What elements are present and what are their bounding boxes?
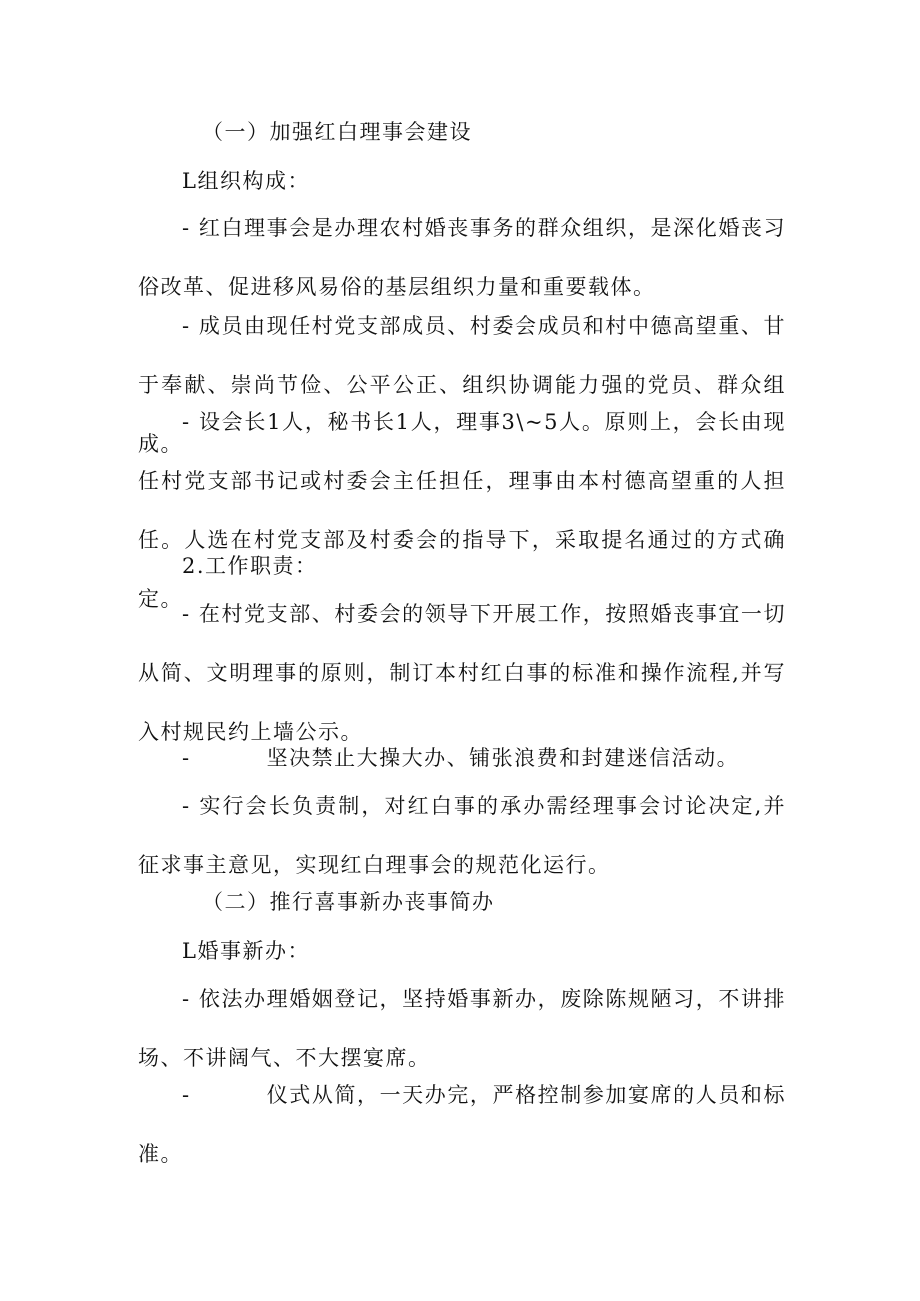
subsection-title-duties: 2.工作职责： <box>182 554 318 578</box>
marriage-item-1: - 依法办理婚姻登记，坚持婚事新办，废除陈规陋习，不讲排场、不讲阔气、不大摆宴席。 <box>138 987 786 1070</box>
marriage-item-2-text: 仪式从简，一天办完，严格控制参加宴席的人员和标准。 <box>138 1083 786 1166</box>
duty-item-2-text: 坚决禁止大操大办、铺张浪费和封建迷信活动。 <box>266 746 740 770</box>
duty-item-2-dash: - <box>182 746 191 770</box>
section-heading-1: （一）加强红白理事会建设 <box>202 120 472 144</box>
organization-item-3: - 设会长1人，秘书长1人，理事3\~5人。原则上，会长由现任村党支部书记或村委会主任担任，理事由本村德高望重的人担任。人选在村党支部及村委会的指导下，采取提名通过的方式确定。 <box>138 410 786 611</box>
organization-item-1: - 红白理事会是办理农村婚丧事务的群众组织，是深化婚丧习俗改革、促进移风易俗的基层组织力量和重要载体。 <box>138 216 786 299</box>
duty-item-3: - 实行会长负责制，对红白事的承办需经理事会讨论决定,并征求事主意见，实现红白理事会的规范化运行。 <box>138 794 786 877</box>
duty-item-1: - 在村党支部、村委会的领导下开展工作，按照婚丧事宜一切从简、文明理事的原则，制订本村红白事的标准和操作流程,并写入村规民约上墙公示。 <box>138 602 786 744</box>
marriage-item-2 <box>138 1066 786 1184</box>
subsection-title-organization: L组织构成： <box>182 169 310 193</box>
subsection-title-marriage: L婚事新办： <box>182 939 310 963</box>
section-heading-2: （二）推行喜事新办丧事简办 <box>202 890 495 914</box>
marriage-item-2-dash: - <box>182 1083 191 1107</box>
organization-item-2: - 成员由现任村党支部成员、村委会成员和村中德高望重、甘于奉献、崇尚节俭、公平公正、组织协调能力强的党员、群众组成。 <box>138 314 786 456</box>
